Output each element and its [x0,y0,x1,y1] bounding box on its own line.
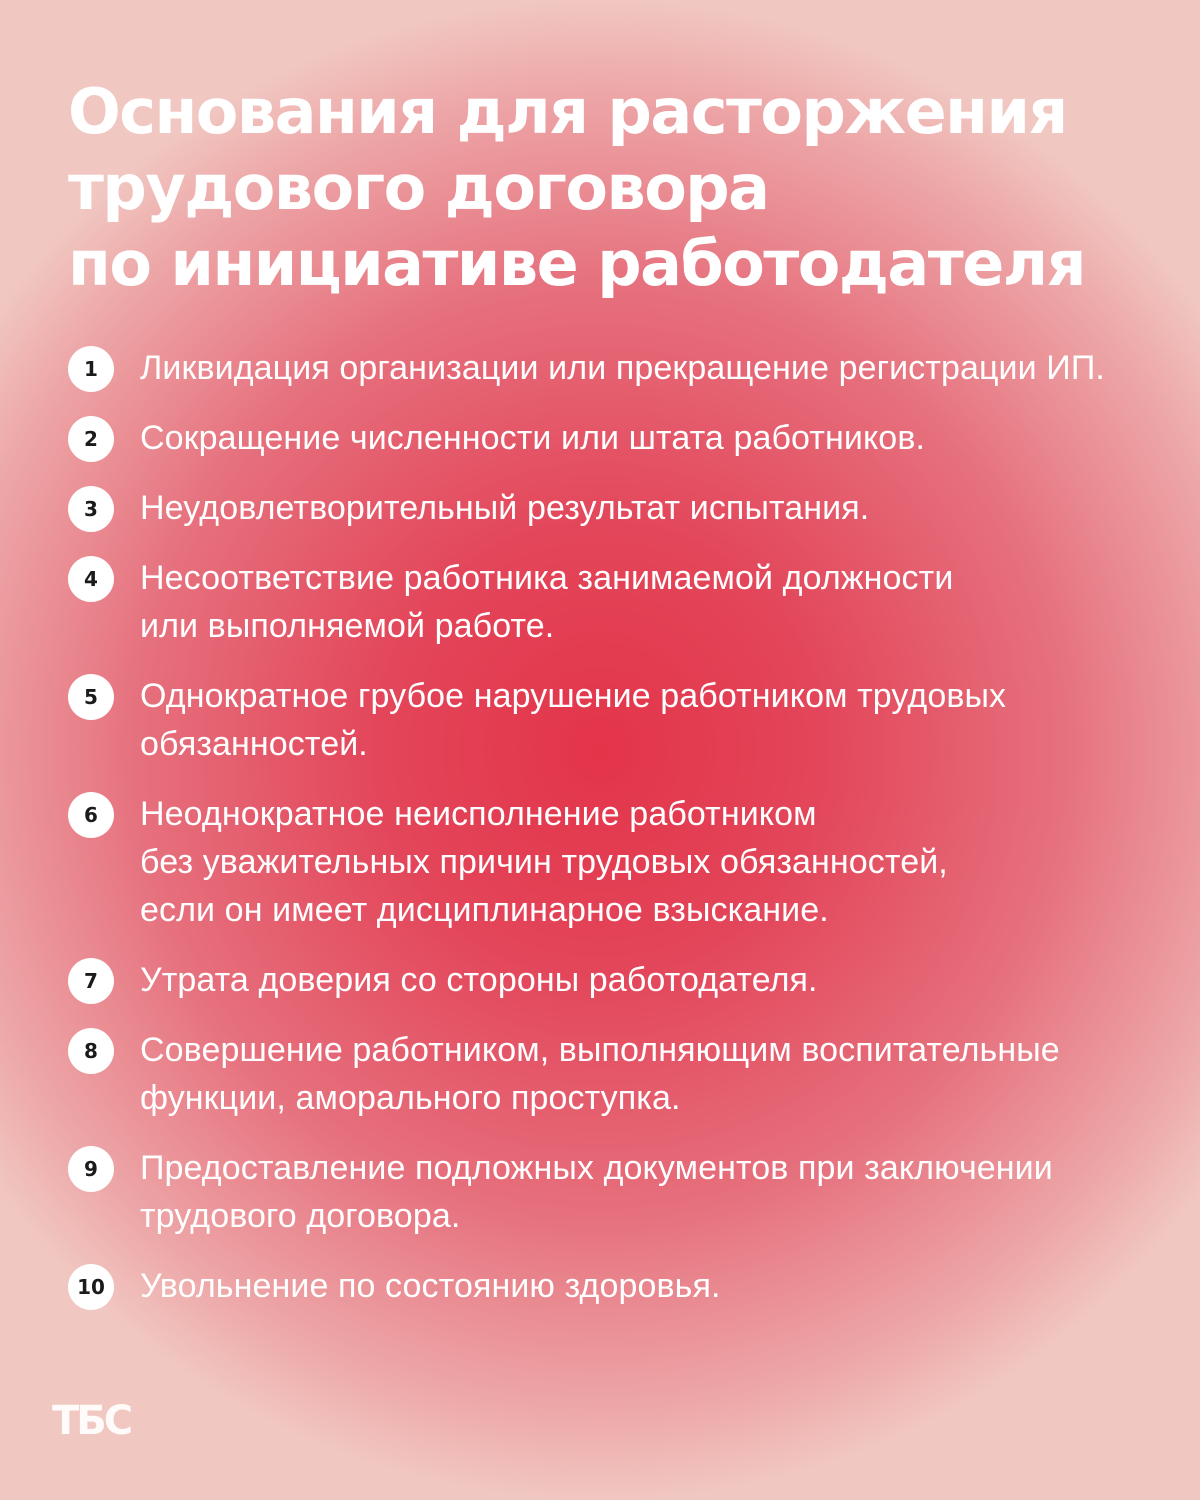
number-badge: 10 [68,1264,114,1310]
number-badge: 3 [68,486,114,532]
reasons-list [68,344,1168,1332]
list-item-text: Несоответствие работника занимаемой должности или выполняемой работе. [140,559,954,645]
list-item [68,956,1168,1004]
list-item [68,1262,1168,1310]
list-item-text: Сокращение численности или штата работников. [140,419,926,457]
list-item [68,1144,1168,1240]
list-item-text: Совершение работником, выполняющим воспитательные функции, аморального проступка. [140,1031,1060,1117]
list-item-text: Однократное грубое нарушение работником трудовых обязанностей. [140,677,1007,763]
list-item-text: Предоставление подложных документов при заключении трудового договора. [140,1149,1053,1235]
list-item [68,414,1168,462]
list-item-text: Ликвидация организации или прекращение регистрации ИП. [140,349,1105,387]
list-item-text: Увольнение по состоянию здоровья. [140,1267,721,1305]
list-item [68,554,1168,650]
number-badge: 7 [68,958,114,1004]
number-badge: 2 [68,416,114,462]
list-item [68,484,1168,532]
number-badge: 5 [68,674,114,720]
list-item-text: Утрата доверия со стороны работодателя. [140,961,818,999]
list-item [68,344,1168,392]
page-title: Основания для расторжения трудового договора по инициативе работодателя [68,75,1085,300]
list-item [68,790,1168,934]
number-badge: 8 [68,1028,114,1074]
brand-logo: ТБС [52,1398,131,1444]
list-item [68,672,1168,768]
list-item-text: Неудовлетворительный результат испытания. [140,489,870,527]
number-badge: 4 [68,556,114,602]
list-item-text: Неоднократное неисполнение работником без уважительных причин трудовых обязанностей, если он имеет дисциплинарное взыскание. [140,795,948,929]
number-badge: 1 [68,346,114,392]
list-item [68,1026,1168,1122]
number-badge: 6 [68,792,114,838]
number-badge: 9 [68,1146,114,1192]
